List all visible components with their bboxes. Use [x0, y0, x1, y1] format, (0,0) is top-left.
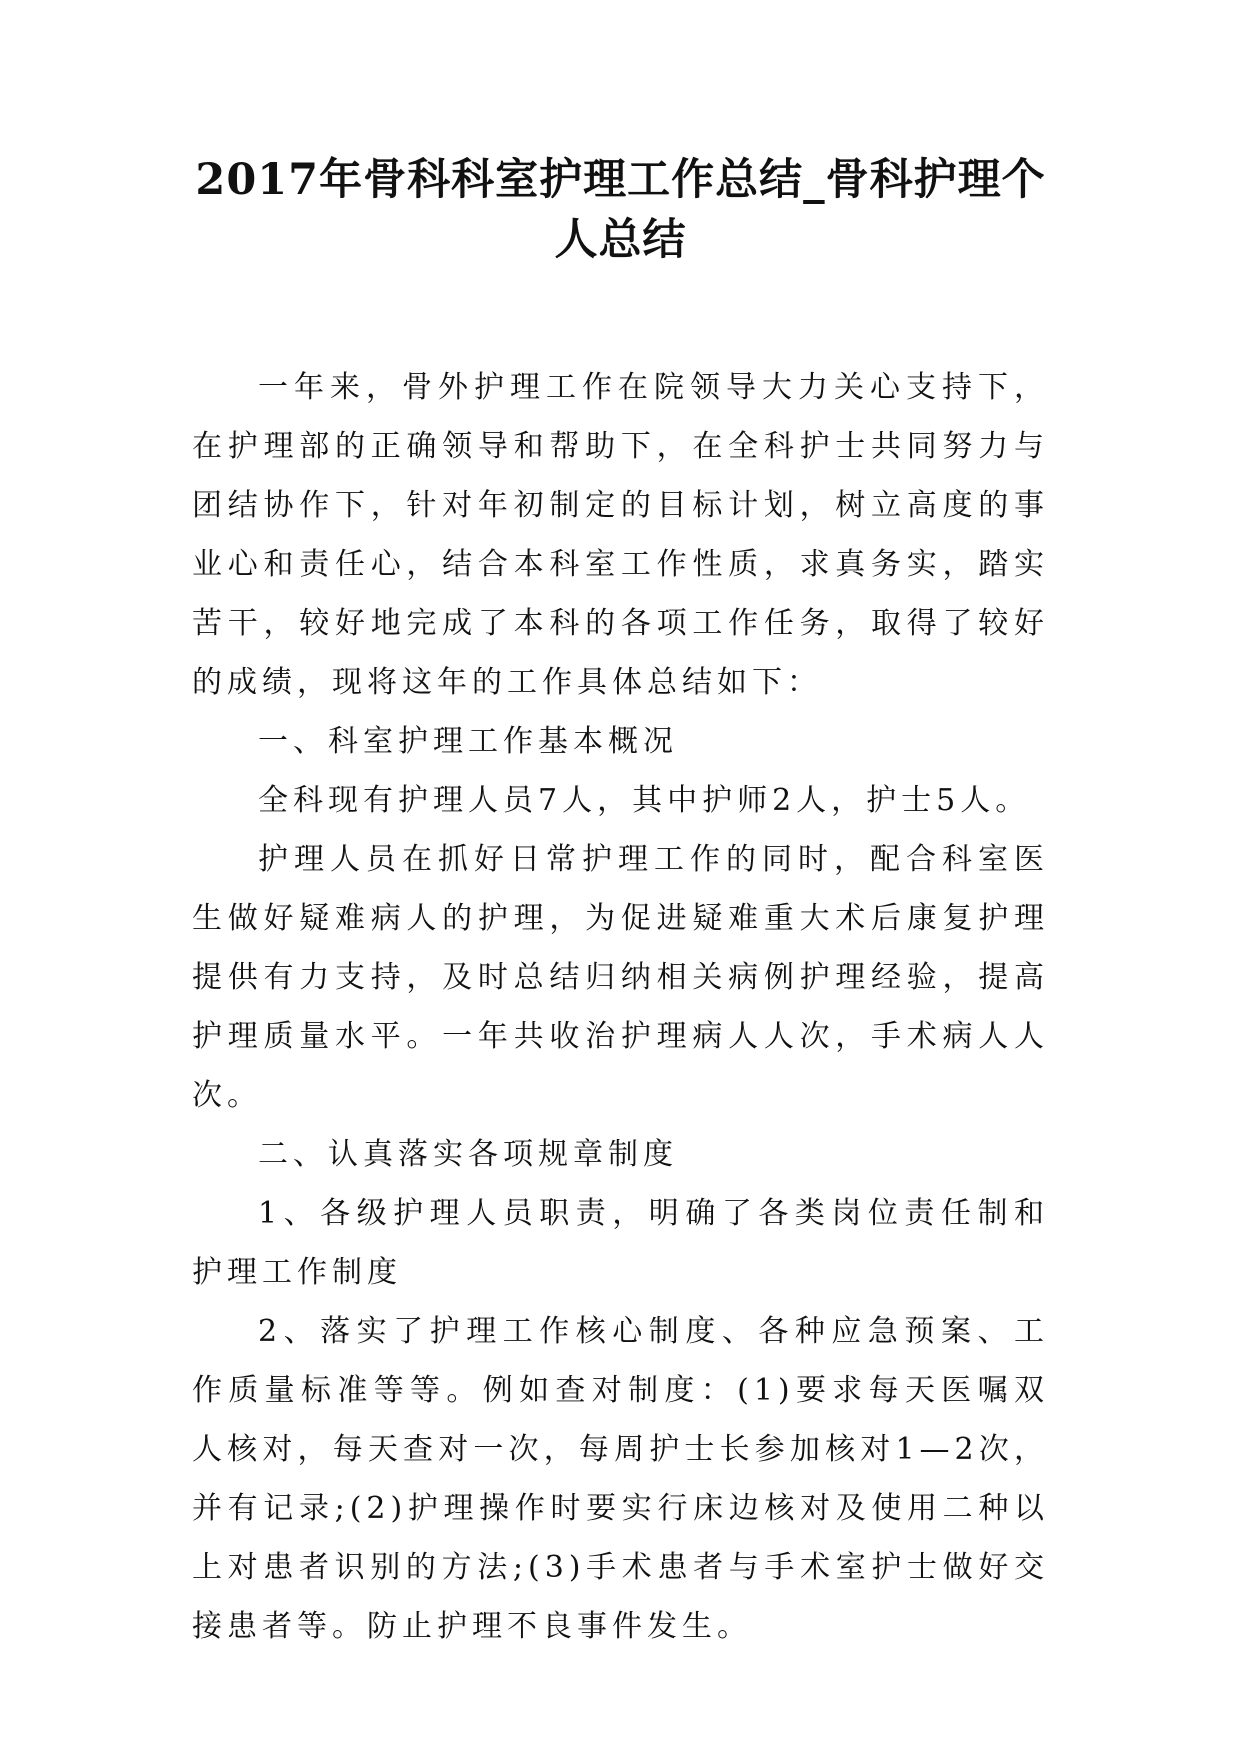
care-paragraph: 护理人员在抓好日常护理工作的同时，配合科室医生做好疑难病人的护理，为促进疑难重大术后康复护理提供有力支持，及时总结归纳相关病例护理经验，提高护理质量水平。一年共收治护理病人人次，手术病人人次。	[192, 842, 1049, 1113]
document-body	[192, 358, 1049, 1656]
section-heading-1: 一、科室护理工作基本概况	[258, 724, 678, 759]
intro-paragraph: 一年来，骨外护理工作在院领导大力关心支持下，在护理部的正确领导和帮助下，在全科护士共同努力与团结协作下，针对年初制定的目标计划，树立高度的事业心和责任心，结合本科室工作性质，求真务实，踏实苦干，较好地完成了本科的各项工作任务，取得了较好的成绩，现将这年的工作具体总结如下：	[192, 370, 1049, 700]
rules-item-1: 1、各级护理人员职责，明确了各类岗位责任制和护理工作制度	[192, 1196, 1049, 1290]
title-line-1: 2017年骨科科室护理工作总结_骨科护理个	[195, 155, 1046, 205]
staff-paragraph: 全科现有护理人员7人，其中护师2人，护士5人。	[258, 783, 1031, 818]
section-heading-2: 二、认真落实各项规章制度	[258, 1137, 678, 1172]
document-title	[160, 150, 1081, 270]
title-line-2: 人总结	[554, 215, 687, 265]
rules-item-2: 2、落实了护理工作核心制度、各种应急预案、工作质量标准等等。例如查对制度：(1)要求每天医嘱双人核对，每天查对一次，每周护士长参加核对1—2次，并有记录;(2)护理操作时要实行床边核对及使用二种以上对患者识别的方法;(3)手术患者与手术室护士做好交接患者等。防止护理不良事件发生。	[192, 1314, 1049, 1644]
